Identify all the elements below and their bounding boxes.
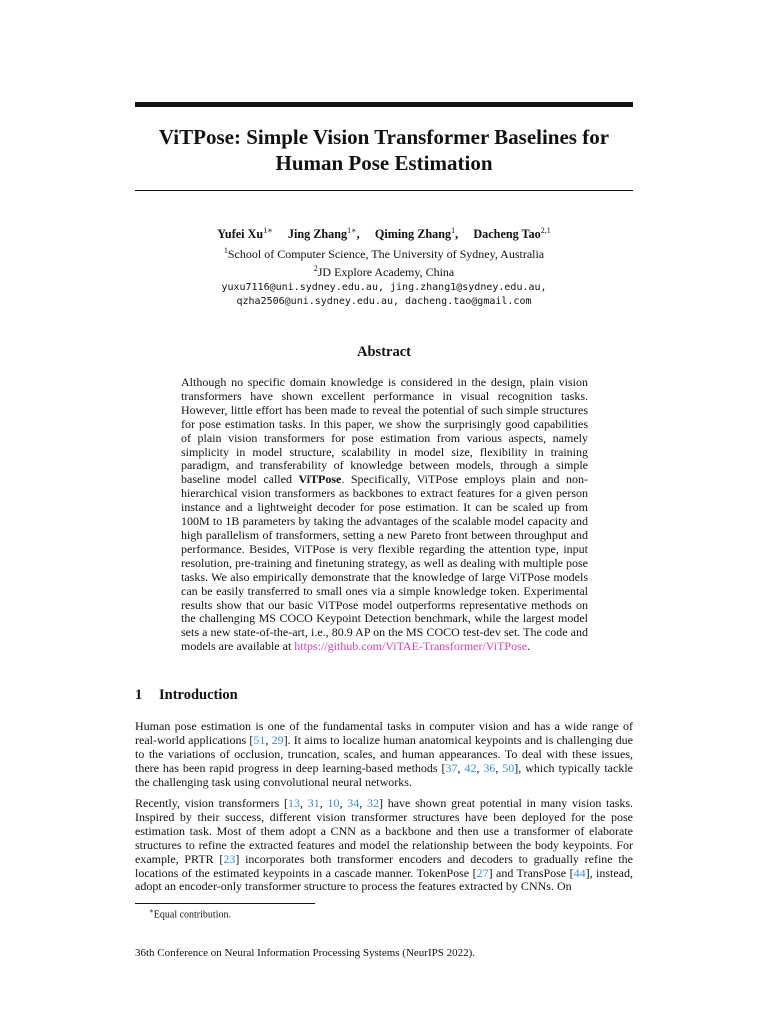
author-sup: 2,1: [540, 226, 551, 235]
intro-paragraph-1: Human pose estimation is one of the fundamental tasks in computer vision and has a wide range of real-world applications [51, 29]. It aims to localize human anatomical keypoints and is challenging due to the variations of occlusion, truncation, scales, and human appearances. To deal with these issues, there has been rapid progress in deep learning-based methods [37, 42, 36, 50], which typically tackle the challenging task using convolutional neural networks.: [135, 719, 633, 789]
author-name: Jing Zhang: [287, 227, 348, 242]
para-text: ], which typically tackle the challenging task using convolutional neural networks.: [135, 760, 633, 789]
section-heading: [135, 687, 238, 704]
author-name: Yufei Xu: [217, 227, 264, 242]
title-bottom-rule: [135, 190, 633, 191]
citation-link[interactable]: 31: [307, 796, 320, 810]
citation-link[interactable]: 44: [573, 865, 586, 880]
para-text: ] incorporates both transformer encoders and decoders to gradually refine the locations of the estimated keypoints in a cascade manner. TokenPose [: [135, 851, 633, 880]
code-link[interactable]: https://github.com/ViTAE-Transformer/ViTPose: [294, 639, 528, 654]
citation-link[interactable]: 42: [464, 760, 477, 775]
citation-link[interactable]: 36: [483, 760, 496, 775]
citation-link[interactable]: 51: [253, 732, 266, 747]
section-title: Introduction: [159, 687, 238, 703]
para-text: Human pose estimation is one of the fundamental tasks in computer vision and has a wide range of real-world applications [: [135, 719, 633, 747]
intro-paragraph-2: Recently, vision transformers [13, 31, 10, 34, 32] have shown great potential in many vision tasks. Inspired by their success, different vision transformer structures have been deployed for the pose estimation task. Most of them adopt a CNN as a backbone and then use a transformer of elaborate structures to refine the extracted features and model the relationship between the body keypoints. For example, PRTR [23] incorporates both transformer encoders and decoders to gradually refine the locations of the estimated keypoints in a cascade manner. TokenPose [27] and TransPose [44], instead, adopt an encoder-only transformer structure to process the features extracted by CNNs. On: [135, 796, 634, 894]
citation-link[interactable]: 23: [223, 851, 236, 866]
para-text: ]. It aims to localize human anatomical keypoints and is challenging due to the variations of occlusion, truncation, scales, and human appearances. To deal with these issues, there has been rapid progress in deep learning-based methods [: [135, 732, 633, 775]
title-line-1: ViTPose: Simple Vision Transformer Baselines for: [158, 125, 610, 149]
author-name: Qiming Zhang: [374, 227, 452, 242]
abstract-heading: Abstract: [357, 344, 411, 360]
citation-link[interactable]: 32: [366, 796, 379, 810]
para-text: Recently, vision transformers [: [135, 796, 289, 810]
para-text: ] and TransPose [: [488, 865, 574, 880]
author-name: Dacheng Tao: [473, 227, 541, 242]
author-sup: 1: [263, 226, 268, 235]
paper-title: [135, 124, 633, 176]
citation-link[interactable]: 10: [327, 796, 340, 810]
footnote-rule: [135, 903, 315, 904]
section-number: 1: [135, 687, 143, 703]
affiliation-text: School of Computer Science, The University of Sydney, Australia: [227, 247, 545, 261]
citation-link[interactable]: 29: [271, 732, 284, 747]
affiliation-1: [135, 246, 633, 262]
citation-link[interactable]: 34: [347, 796, 360, 810]
affiliation-sup: 2: [313, 264, 318, 273]
abstract-text: Although no specific domain knowledge is considered in the design, plain vision transformers have shown excellent performance in visual recognition tasks. However, little effort has been made to reveal the potential of such simple structures for pose estimation tasks. In this paper, we show the surprisingly good capabilities of plain vision transformers for pose estimation from various aspects, namely simplicity in model structure, scalability in model size, flexibility in training paradigm, and transferability of knowledge between models, through a simple baseline model called: [181, 375, 588, 487]
para-text: ], instead, adopt an encoder-only transformer structure to process the features extracted by CNNs. On: [135, 865, 634, 894]
para-text: ] have shown great potential in many vision tasks. Inspired by their success, different vision transformer structures have been deployed for the pose estimation task. Most of them adopt a CNN as a backbone and then use a transformer of elaborate structures to refine the extracted features and model the relationship between the body keypoints. For example, PRTR [: [135, 796, 634, 866]
title-line-2: Human Pose Estimation: [275, 151, 493, 175]
email-line-2: qzha2506@uni.sydney.edu.au, dacheng.tao@gmail.com: [236, 296, 532, 307]
footnote: [149, 907, 231, 920]
citation-link[interactable]: 13: [288, 796, 301, 810]
author-sup: 1∗: [347, 226, 357, 235]
citation-link[interactable]: 27: [476, 865, 489, 880]
author-mark: ∗: [267, 226, 273, 235]
footnote-mark: ∗: [149, 907, 154, 915]
author-list: Yufei $Xu^{1∗}$ Jing Zhang$^{1∗}$, Qiming Zhang$^1$, Dacheng Tao$^{2,1}$: [217, 226, 551, 242]
abstract-body: [181, 376, 588, 654]
abstract-text: . Specifically, ViTPose employs plain and non-hierarchical vision transformers as backbones to extract features for a given person instance and a lightweight decoder for pose estimation. It can be scaled up from 100M to 1B parameters by taking the advantages of the scalable model capacity and high parallelism of transformers, setting a new Pareto front between throughput and performance. Besides, ViTPose is very flexible regarding the attention type, input resolution, pre-training and finetuning strategy, as well as dealing with multiple pose tasks. We also empirically demonstrate that the knowledge of large ViTPose models can be easily transferred to small ones via a simple knowledge token. Experimental results show that our basic ViTPose model outperforms representative methods on the challenging MS COCO Keypoint Detection benchmark, while the largest model sets a new state-of-the-art, i.e., 80.9 AP on the MS COCO test-dev set. The code and models are available at: [181, 472, 588, 654]
title-top-rule: [135, 102, 633, 107]
para-text: ,: [265, 732, 272, 747]
author-sup: 1: [451, 226, 456, 235]
affiliation-2: [135, 264, 633, 280]
footnote-text: Equal contribution.: [153, 909, 231, 921]
conference-note: 36th Conference on Neural Information Processing Systems (NeurIPS 2022).: [135, 947, 476, 959]
citation-link[interactable]: 50: [502, 760, 515, 775]
abstract-end: .: [527, 639, 531, 654]
email-line-1: yuxu7116@uni.sydney.edu.au, jing.zhang1@sydney.edu.au,: [221, 282, 547, 293]
affiliation-sup: 1: [223, 246, 228, 255]
model-name: ViTPose: [298, 472, 342, 487]
affiliation-text: JD Explore Academy, China: [317, 265, 455, 279]
citation-link[interactable]: 37: [445, 760, 458, 775]
